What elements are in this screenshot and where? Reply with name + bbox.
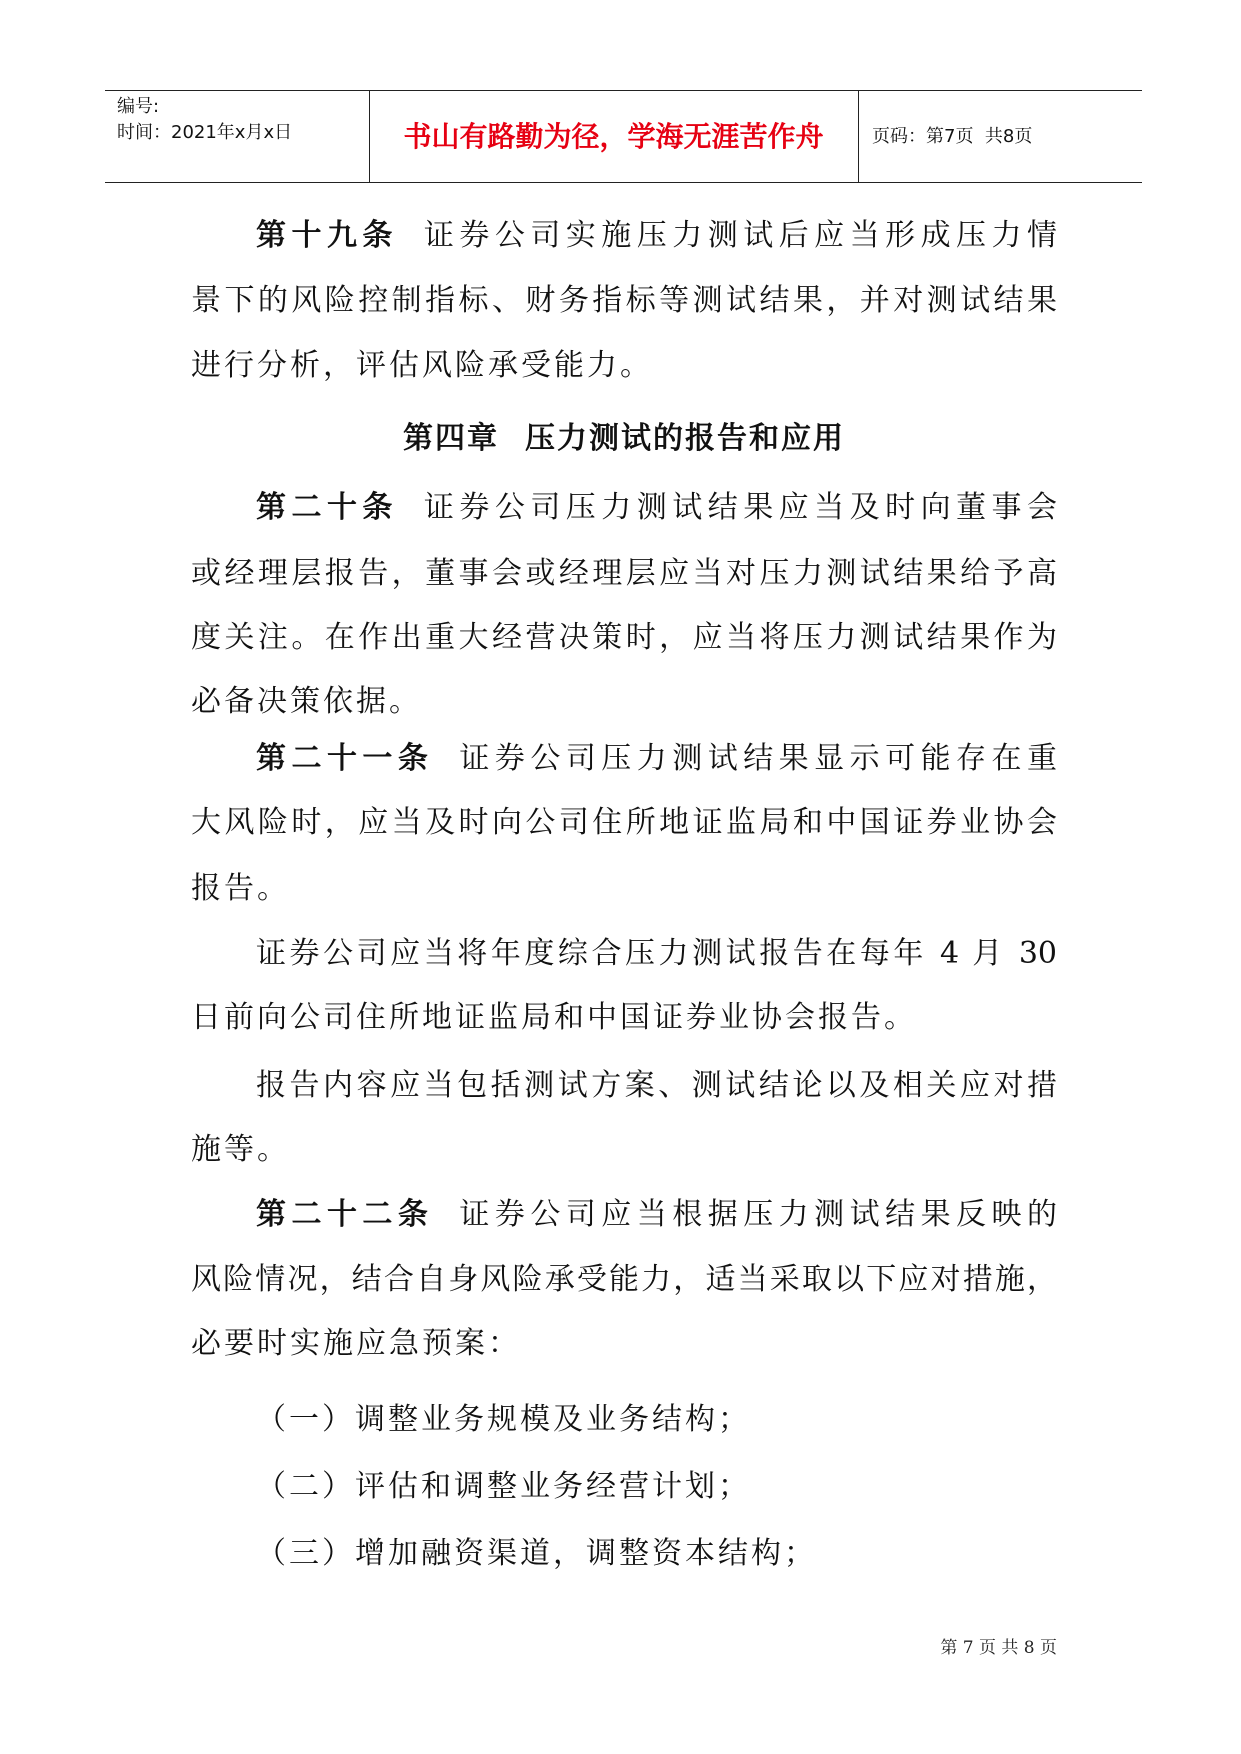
article-22-item-2: （二）评估和调整业务经营计划； xyxy=(256,1469,751,1504)
article-22-line-2: 风险情况，结合自身风险承受能力，适当采取以下应对措施， xyxy=(191,1262,1057,1297)
article-20-line-4: 必备决策依据。 xyxy=(191,684,422,719)
article-19-text: 证券公司实施压力测试后应当形成压力情 xyxy=(423,218,1057,253)
article-21-paragraph-2-line-2: 日前向公司住所地证监局和中国证券业协会报告。 xyxy=(191,1000,917,1035)
article-19-title: 第十九条 xyxy=(256,218,398,253)
article-20-text: 证券公司压力测试结果应当及时向董事会 xyxy=(423,490,1057,525)
article-21-paragraph-3-line-1: 报告内容应当包括测试方案、测试结论以及相关应对措 xyxy=(256,1068,1057,1103)
article-22-line-3: 必要时实施应急预案： xyxy=(191,1326,521,1361)
article-21-line-3: 报告。 xyxy=(191,871,290,906)
article-20-line-1 xyxy=(256,488,1057,528)
article-20-line-3: 度关注。在作出重大经营决策时，应当将压力测试结果作为 xyxy=(191,620,1057,655)
article-19-line-3: 进行分析，评估风险承受能力。 xyxy=(191,348,653,383)
header-page-label: 页码：第7页 共8页 xyxy=(872,126,1033,147)
article-20-line-2: 或经理层报告，董事会或经理层应当对压力测试结果给予高 xyxy=(191,556,1057,591)
header-time-label: 时间：2021年x月x日 xyxy=(117,122,293,143)
article-22-line-1 xyxy=(256,1195,1057,1235)
header-top-rule xyxy=(105,90,1142,91)
article-21-line-1 xyxy=(256,739,1057,779)
article-22-title: 第二十二条 xyxy=(256,1197,434,1232)
article-21-line-2: 大风险时，应当及时向公司住所地证监局和中国证券业协会 xyxy=(191,805,1057,840)
article-22-text: 证券公司应当根据压力测试结果反映的 xyxy=(459,1197,1057,1232)
chapter-heading xyxy=(191,419,1057,459)
article-21-title: 第二十一条 xyxy=(256,741,434,776)
article-21-paragraph-2-line-1: 证券公司应当将年度综合压力测试报告在每年 4 月 30 xyxy=(256,936,1057,971)
footer-page-number: 第 7 页 共 8 页 xyxy=(940,1638,1057,1658)
article-19-line-1 xyxy=(256,216,1057,256)
article-19-line-2: 景下的风险控制指标、财务指标等测试结果，并对测试结果 xyxy=(191,283,1057,318)
header-divider-right xyxy=(858,90,859,182)
header-motto: 书山有路勤为径，学海无涯苦作舟 xyxy=(403,120,824,153)
header-bottom-rule xyxy=(105,182,1142,183)
article-21-text: 证券公司压力测试结果显示可能存在重 xyxy=(459,741,1057,776)
chapter-title: 压力测试的报告和应用 xyxy=(525,421,845,456)
article-20-title: 第二十条 xyxy=(256,490,398,525)
header-number-label: 编号: xyxy=(117,96,160,117)
chapter-number: 第四章 xyxy=(403,421,499,456)
article-21-paragraph-3-line-2: 施等。 xyxy=(191,1132,290,1167)
article-22-item-1: （一）调整业务规模及业务结构； xyxy=(256,1402,751,1437)
article-22-item-3: （三）增加融资渠道，调整资本结构； xyxy=(256,1536,817,1571)
